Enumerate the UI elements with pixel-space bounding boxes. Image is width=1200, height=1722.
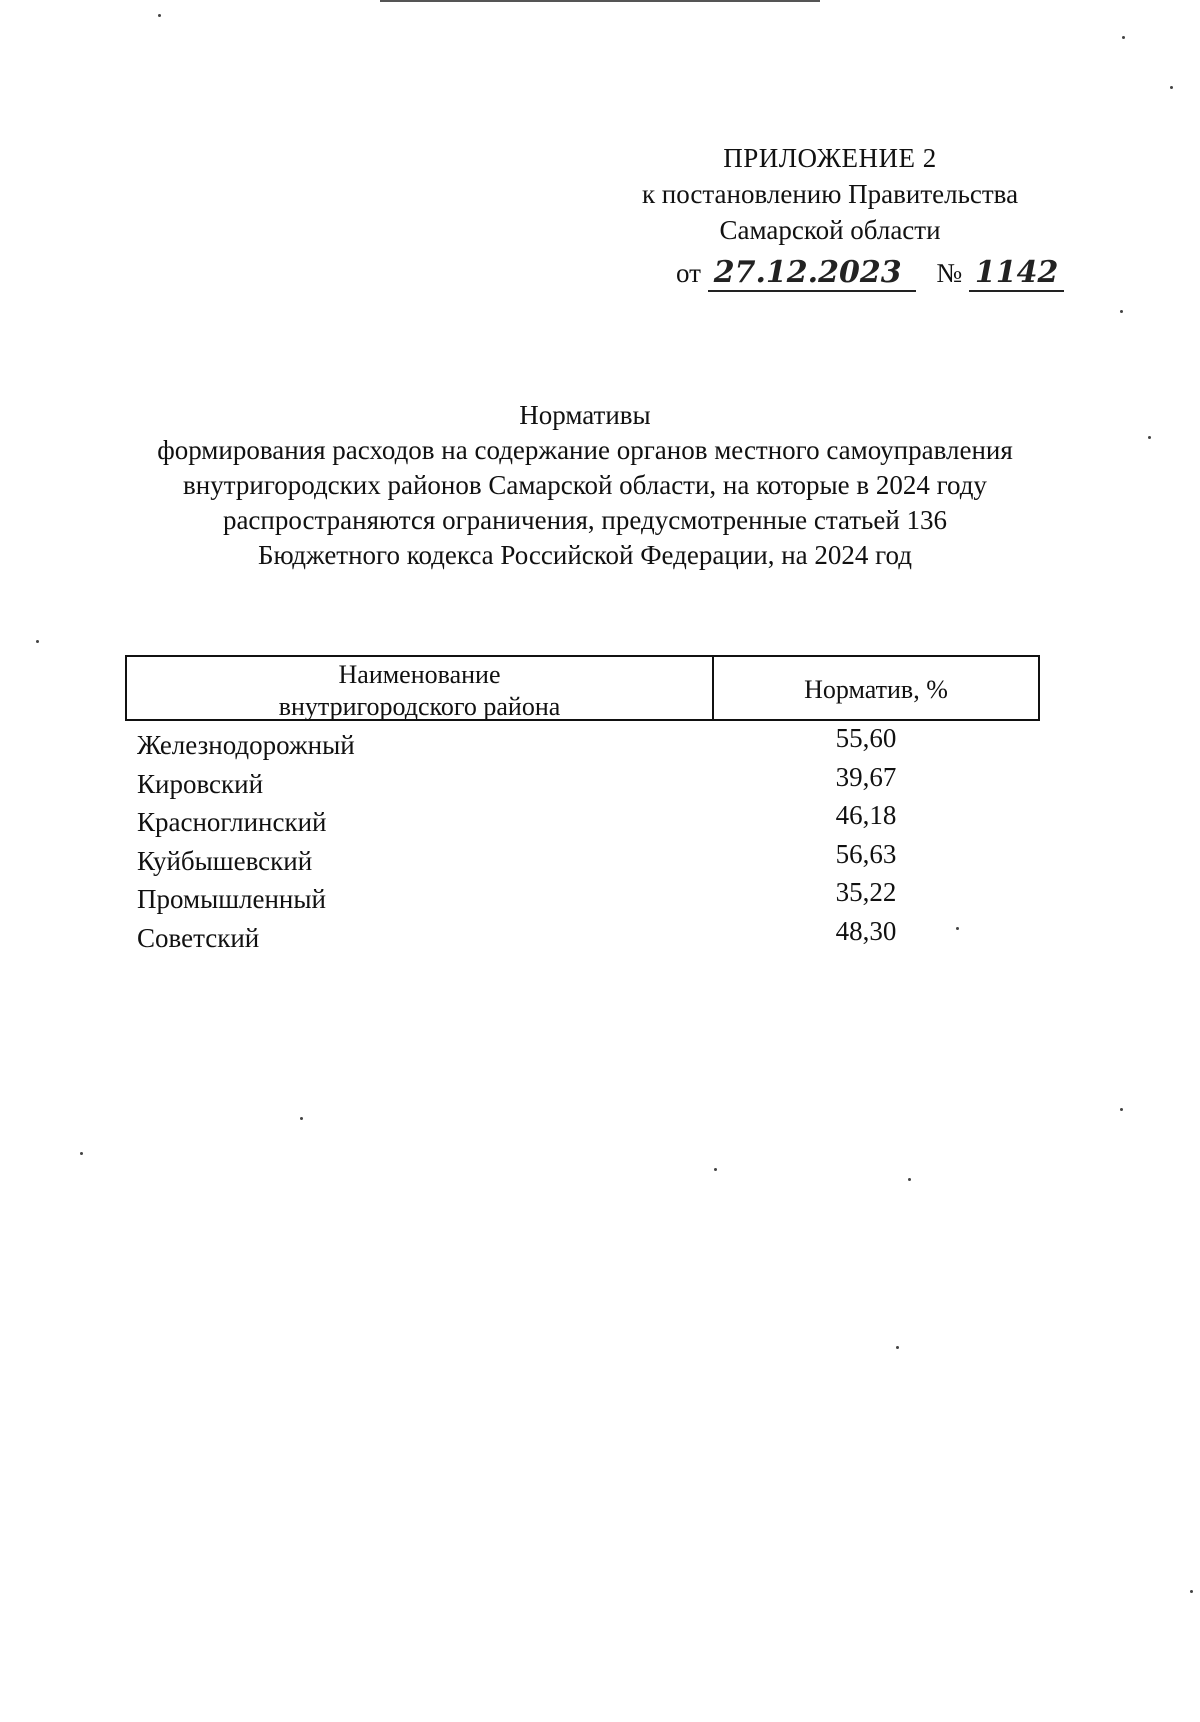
scan-speck	[158, 14, 161, 17]
table-body	[125, 723, 1040, 957]
column-header-district	[127, 657, 714, 719]
date-prefix: от	[676, 258, 701, 288]
norm-value: 48,30	[835, 915, 897, 946]
table-row	[125, 723, 1040, 765]
decree-date-row	[676, 255, 1066, 292]
appendix-number: ПРИЛОЖЕНИЕ 2	[723, 143, 937, 173]
district-name: Промышленный	[137, 884, 326, 914]
scan-edge-line	[380, 0, 820, 2]
table-header	[125, 655, 1040, 721]
appendix-line-2: Самарской области	[719, 215, 941, 245]
handwritten-date: 27.12.2023	[708, 255, 916, 292]
table-row	[125, 838, 1040, 881]
scan-speck	[1122, 36, 1125, 39]
title-line-4: распространяются ограничения, предусмотренные статьей 136	[222, 505, 948, 535]
table-row	[125, 915, 1040, 958]
norm-value: 35,22	[835, 877, 897, 907]
appendix-line-1: к постановлению Правительства	[641, 179, 1019, 209]
scan-speck	[896, 1346, 899, 1349]
district-name: Советский	[137, 922, 260, 953]
norm-value: 55,60	[835, 723, 897, 753]
title-line-5: Бюджетного кодекса Российской Федерации, на 2024 год	[257, 540, 913, 570]
handwritten-number: 1142	[969, 255, 1065, 292]
number-prefix: №	[936, 258, 963, 288]
title-line-1: Нормативы	[519, 400, 651, 430]
scan-speck	[1120, 310, 1123, 313]
title-line-2: формирования расходов на содержание органов местного самоуправления	[157, 435, 1013, 465]
scan-speck	[36, 640, 39, 643]
scan-speck	[1170, 86, 1173, 89]
scan-speck	[300, 1117, 303, 1120]
norm-value: 56,63	[835, 838, 897, 869]
scan-speck	[80, 1152, 83, 1155]
district-name: Кировский	[137, 768, 264, 799]
district-name: Железнодорожный	[137, 730, 355, 760]
district-name: Куйбышевский	[137, 845, 313, 876]
scan-speck	[1190, 1590, 1193, 1593]
table-row	[125, 877, 1040, 919]
norm-value: 46,18	[835, 800, 897, 830]
column-header-norm: Норматив, %	[804, 675, 948, 704]
norm-value: 39,67	[835, 761, 897, 792]
scan-speck	[714, 1168, 717, 1171]
column-header-district-line-2: внутригородского района	[278, 692, 561, 721]
table-row	[125, 800, 1040, 842]
district-name: Красноглинский	[137, 807, 327, 837]
scan-speck	[908, 1178, 911, 1181]
title-line-3: внутригородских районов Самарской области, на которые в 2024 году	[183, 470, 987, 500]
appendix-header	[600, 140, 1060, 248]
scan-speck	[1148, 436, 1151, 439]
table-row	[125, 761, 1040, 804]
document-title	[110, 398, 1060, 573]
column-header-district-line-1: Наименование	[338, 660, 501, 689]
scan-speck	[1120, 1108, 1123, 1111]
